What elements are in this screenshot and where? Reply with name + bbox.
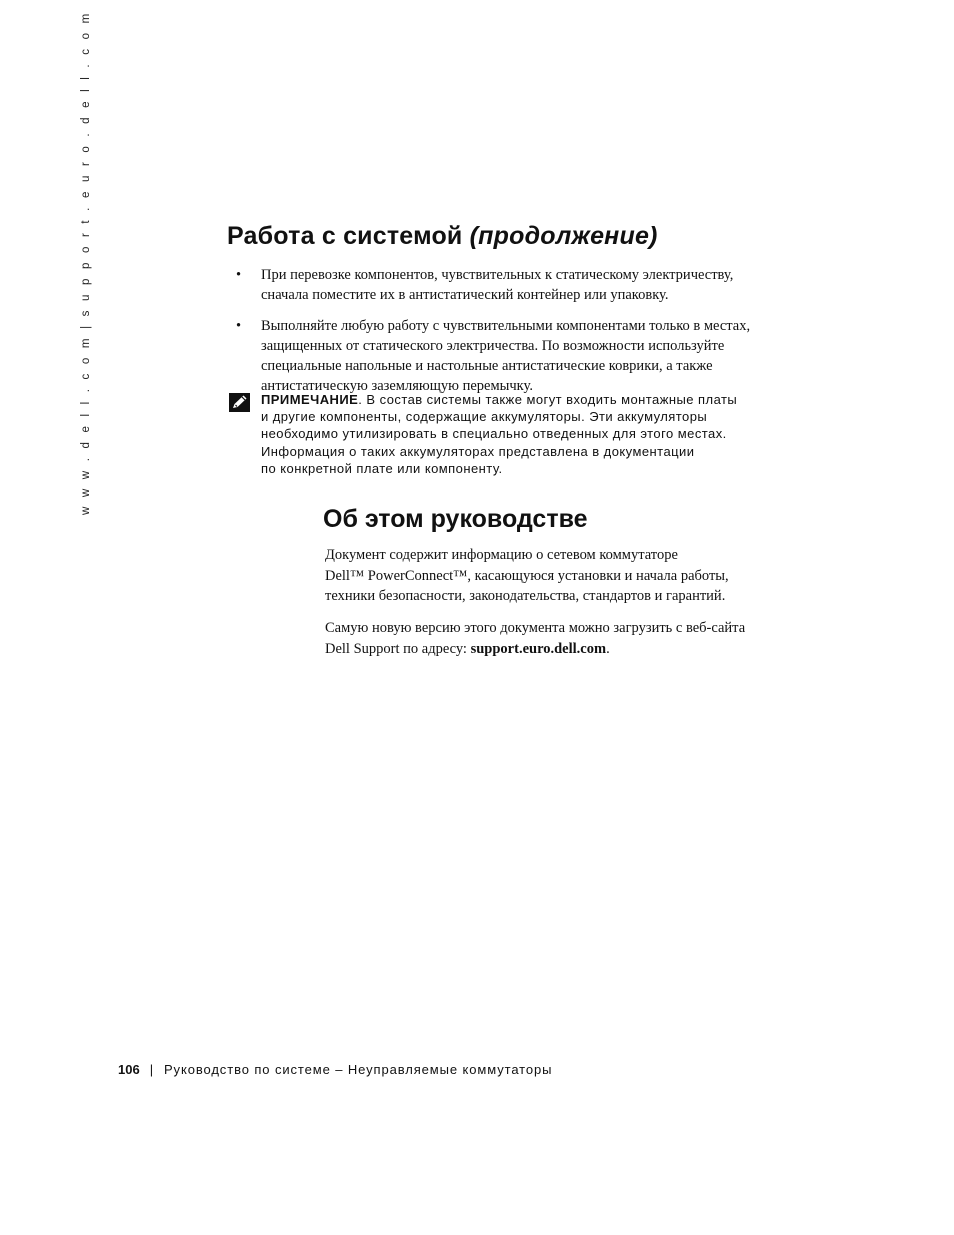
page-footer [118,1062,552,1077]
bullet-line: защищенных от статического электричества. По возможности используйте [261,338,725,354]
section-title-main: Работа с системой [227,222,463,250]
note-label: ПРИМЕЧАНИЕ [261,392,359,407]
side-url-text: w w w . d e l l . c o m | s u p p o r t . e u r o . d e l l . c o m [80,10,92,515]
bullet-dot: • [236,318,242,334]
bullet-item [236,316,796,396]
paragraph-line-suffix: . [606,640,610,657]
section-title-working-with-system [227,222,658,251]
note-line: Информация о таких аккумуляторах представлена в документации [261,443,695,459]
paragraph-line-prefix: Dell Support по адресу: [325,640,471,657]
note-line: по конкретной плате или компоненту. [261,460,503,476]
paragraph-line: Документ содержит информацию о сетевом коммутаторе [325,547,678,563]
bullet-dot: • [236,267,242,283]
bullet-line: сначала поместите их в антистатический контейнер или упаковку. [261,287,669,303]
bullet-list [236,265,796,407]
bullet-line: специальные напольные и настольные антистатические коврики, а также [261,358,713,374]
support-link[interactable]: support.euro.dell.com [470,640,607,657]
section-title-continued: (продолжение) [469,222,658,250]
footer-separator: | [149,1062,154,1077]
paragraph-line: Dell™ PowerConnect™, касающуюся установки и начала работы, [325,567,729,584]
paragraph-line: техники безопасности, законодательства, стандартов и гарантий. [325,588,726,604]
about-paragraph-1 [325,545,805,607]
footer-title: Руководство по системе – Неуправляемые коммутаторы [163,1062,553,1077]
bullet-item [236,265,796,305]
note-text [261,391,809,477]
note-pencil-icon [229,393,250,412]
note-line: . В состав системы также могут входить монтажные платы [358,392,738,407]
note-line: и другие компоненты, содержащие аккумуляторы. Эти аккумуляторы [261,409,708,425]
about-paragraph-2 [325,618,805,659]
page-number: 106 [118,1062,140,1077]
note-block [229,391,809,477]
bullet-line: Выполняйте любую работу с чувствительными компонентами только в местах, [261,318,751,334]
paragraph-line: Самую новую версию этого документа можно загрузить с веб-сайта [325,620,746,636]
bullet-line: При перевозке компонентов, чувствительных к статическому электричеству, [261,267,734,283]
note-line: необходимо утилизировать в специально отведенных для этого местах. [261,426,727,442]
section-title-about-guide: Об этом руководстве [323,505,588,533]
bullet-line: антистатическую заземляющую перемычку. [261,378,533,394]
